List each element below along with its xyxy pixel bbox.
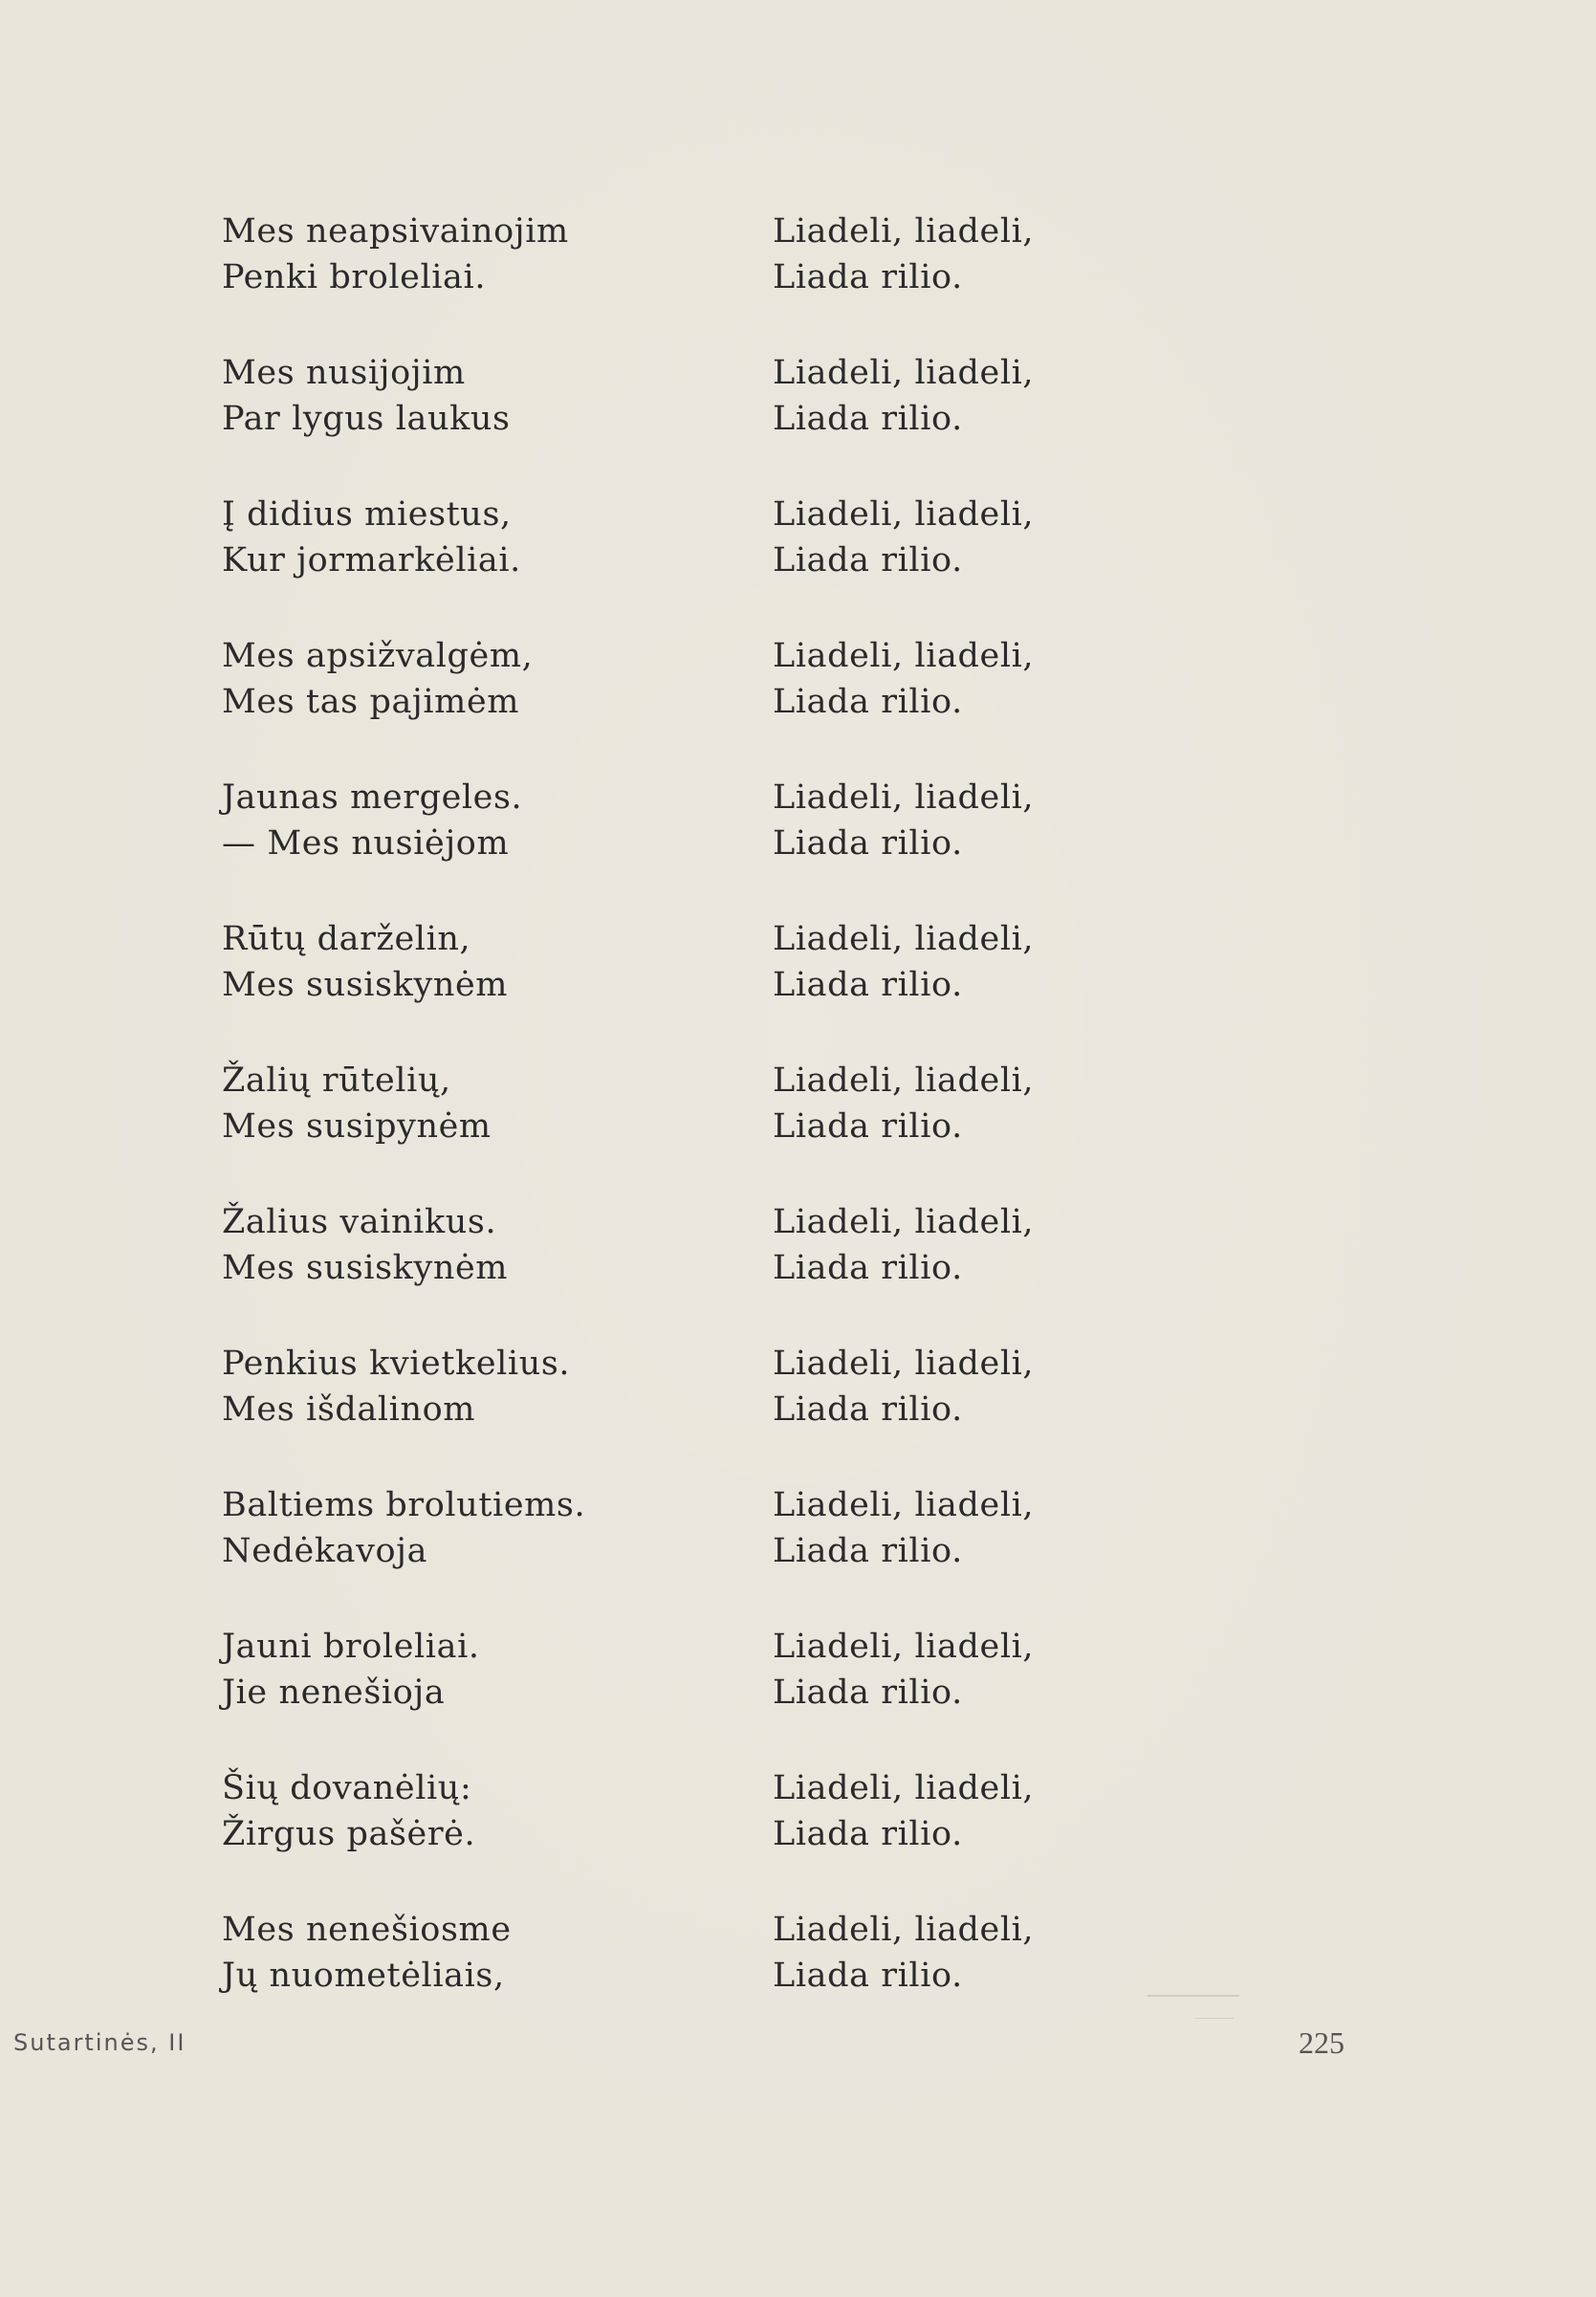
refrain-line: Liadeli, liadeli, (773, 495, 1035, 534)
verse-line: Į didius miestus, (222, 495, 512, 534)
song-text (222, 208, 1082, 2048)
stanza-10 (222, 1482, 1082, 1624)
stanza-5 (222, 775, 1082, 916)
stanza-11 (222, 1624, 1082, 1765)
refrain-line: Liadeli, liadeli, (773, 1345, 1035, 1383)
refrain-column (773, 492, 1082, 633)
verse-line: Žalius vainikus. (222, 1203, 497, 1241)
verse-column (222, 350, 773, 492)
refrain-column (773, 1624, 1082, 1765)
verse-line: Jų nuometėliais, (222, 1957, 505, 1995)
verse-line: Baltiems brolutiems. (222, 1486, 586, 1524)
refrain-line: Liada rilio. (773, 1390, 963, 1429)
refrain-line: Liadeli, liadeli, (773, 212, 1035, 251)
refrain-line: Liadeli, liadeli, (773, 1911, 1035, 1949)
verse-column (222, 1907, 773, 2048)
refrain-column (773, 1482, 1082, 1624)
refrain-line: Liada rilio. (773, 258, 963, 296)
verse-line: Mes išdalinom (222, 1390, 476, 1429)
verse-line: Par lygus laukus (222, 400, 511, 438)
verse-line: Mes susipynėm (222, 1107, 492, 1146)
verse-column (222, 492, 773, 633)
verse-column (222, 208, 773, 350)
refrain-line: Liadeli, liadeli, (773, 778, 1035, 817)
stanza-6 (222, 916, 1082, 1058)
verse-line: Žirgus pašėrė. (222, 1815, 476, 1853)
faint-rule (1195, 2018, 1234, 2019)
refrain-line: Liada rilio. (773, 1532, 963, 1570)
refrain-column (773, 775, 1082, 916)
verse-line: Jauni broleliai. (222, 1628, 480, 1666)
verse-line: — Mes nusiėjom (222, 824, 510, 863)
stanza-4 (222, 633, 1082, 775)
refrain-column (773, 1199, 1082, 1341)
verse-line: Šių dovanėlių: (222, 1769, 472, 1807)
page-number: 225 (1299, 2025, 1345, 2060)
refrain-line: Liadeli, liadeli, (773, 1486, 1035, 1524)
stanza-3 (222, 492, 1082, 633)
refrain-column (773, 208, 1082, 350)
verse-line: Mes nusijojim (222, 354, 466, 392)
refrain-line: Liadeli, liadeli, (773, 920, 1035, 958)
verse-column (222, 916, 773, 1058)
refrain-line: Liadeli, liadeli, (773, 1769, 1035, 1807)
stanza-7 (222, 1058, 1082, 1199)
verse-column (222, 633, 773, 775)
refrain-line: Liada rilio. (773, 1107, 963, 1146)
stanza-12 (222, 1765, 1082, 1907)
refrain-column (773, 1341, 1082, 1482)
running-footer-title: Sutartinės, II (13, 2029, 186, 2056)
refrain-column (773, 1907, 1082, 2048)
refrain-line: Liada rilio. (773, 400, 963, 438)
refrain-line: Liada rilio. (773, 1249, 963, 1287)
refrain-line: Liada rilio. (773, 1815, 963, 1853)
stanza-1 (222, 208, 1082, 350)
stanza-8 (222, 1199, 1082, 1341)
verse-line: Jaunas mergeles. (222, 778, 523, 817)
verse-column (222, 1765, 773, 1907)
refrain-line: Liada rilio. (773, 541, 963, 580)
refrain-line: Liada rilio. (773, 1674, 963, 1712)
stanza-2 (222, 350, 1082, 492)
refrain-line: Liada rilio. (773, 1957, 963, 1995)
stanza-9 (222, 1341, 1082, 1482)
stanza-13 (222, 1907, 1082, 2048)
verse-column (222, 1199, 773, 1341)
refrain-line: Liada rilio. (773, 966, 963, 1004)
verse-line: Penki broleliai. (222, 258, 487, 296)
refrain-line: Liadeli, liadeli, (773, 1061, 1035, 1100)
verse-column (222, 1341, 773, 1482)
refrain-line: Liadeli, liadeli, (773, 1203, 1035, 1241)
verse-line: Mes neapsivainojim (222, 212, 569, 251)
verse-column (222, 1058, 773, 1199)
refrain-line: Liada rilio. (773, 683, 963, 721)
verse-column (222, 1624, 773, 1765)
verse-line: Mes nenešiosme (222, 1911, 512, 1949)
refrain-column (773, 350, 1082, 492)
refrain-column (773, 633, 1082, 775)
verse-line: Nedėkavoja (222, 1532, 428, 1570)
refrain-column (773, 1765, 1082, 1907)
faint-rule (1148, 1995, 1239, 1997)
verse-line: Žalių rūtelių, (222, 1061, 451, 1100)
verse-line: Mes susiskynėm (222, 1249, 509, 1287)
refrain-line: Liada rilio. (773, 824, 963, 863)
verse-line: Penkius kvietkelius. (222, 1345, 571, 1383)
verse-column (222, 1482, 773, 1624)
verse-line: Mes apsižvalgėm, (222, 637, 534, 675)
refrain-column (773, 1058, 1082, 1199)
refrain-line: Liadeli, liadeli, (773, 354, 1035, 392)
verse-line: Kur jormarkėliai. (222, 541, 521, 580)
refrain-line: Liadeli, liadeli, (773, 1628, 1035, 1666)
refrain-line: Liadeli, liadeli, (773, 637, 1035, 675)
refrain-column (773, 916, 1082, 1058)
verse-line: Rūtų darželin, (222, 920, 471, 958)
verse-line: Mes susiskynėm (222, 966, 509, 1004)
verse-line: Mes tas pajimėm (222, 683, 520, 721)
verse-line: Jie nenešioja (222, 1674, 446, 1712)
verse-column (222, 775, 773, 916)
